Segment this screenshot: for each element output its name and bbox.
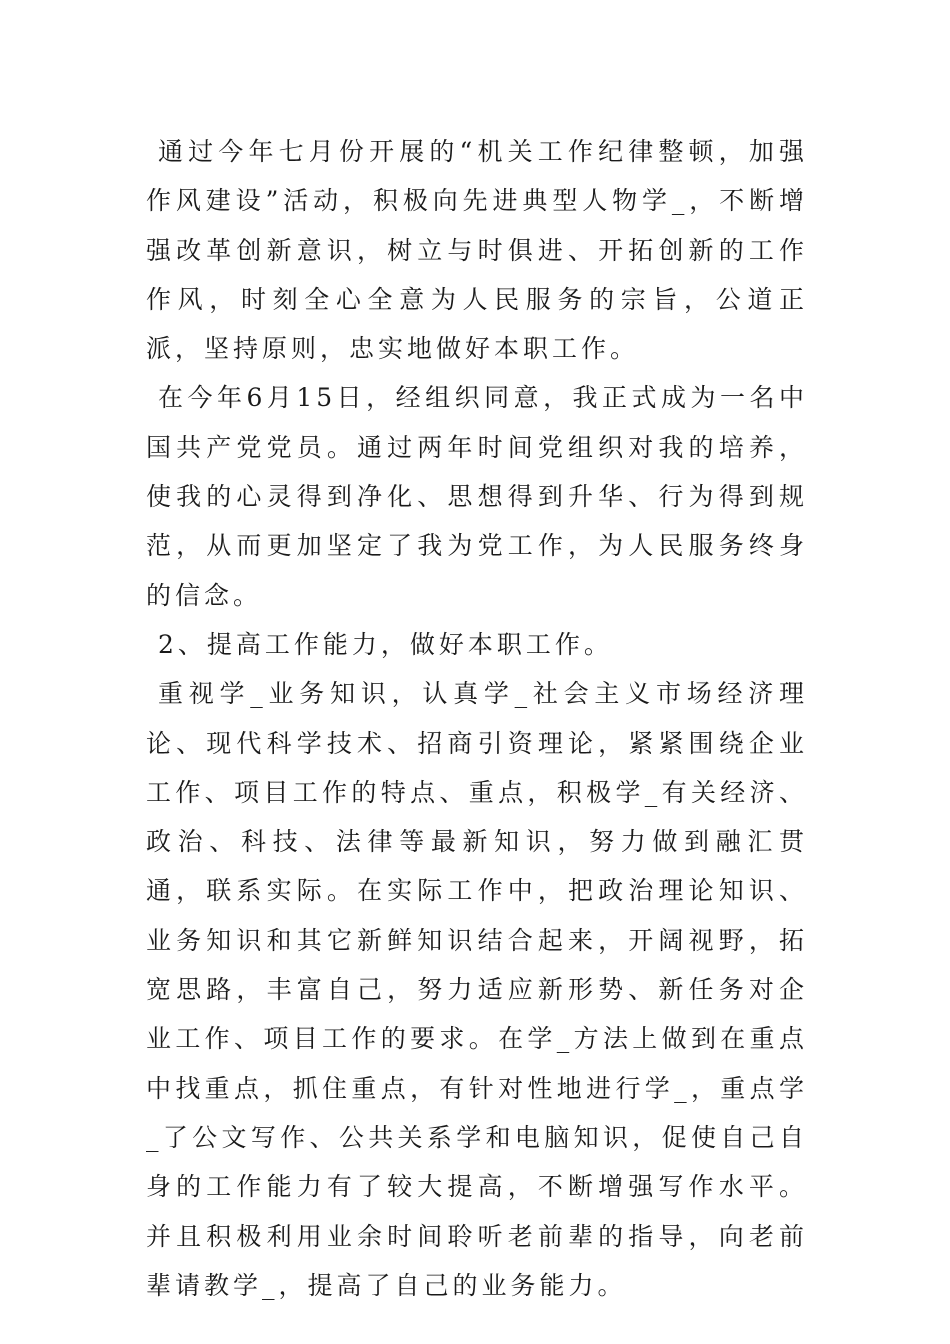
document-body: [146, 127, 808, 1310]
section-heading-work-ability: 2、提高工作能力，做好本职工作。: [158, 629, 613, 659]
paragraph-party-membership: 在今年6月15日，经组织同意，我正式成为一名中国共产党党员。通过两年时间党组织对我的培养，使我的心灵得到净化、思想得到升华、行为得到规范，从而更加坚定了我为党工作，为人民服务终身的信念。: [146, 383, 808, 610]
paragraph-business-study: 重视学_业务知识，认真学_社会主义市场经济理论、现代科学技术、招商引资理论，紧紧围绕企业工作、项目工作的特点、重点，积极学_有关经济、政治、科技、法律等最新知识，努力做到融汇贯通，联系实际。在实际工作中，把政治理论知识、业务知识和其它新鲜知识结合起来，开阔视野，拓宽思路，丰富自己，努力适应新形势、新任务对企业工作、项目工作的要求。在学_方法上做到在重点中找重点，抓住重点，有针对性地进行学_，重点学_了公文写作、公共关系学和电脑知识，促使自己自身的工作能力有了较大提高，不断增强写作水平。并且积极利用业余时间聆听老前辈的指导，向老前辈请教学_，提高了自己的业务能力。: [146, 679, 808, 1300]
paragraph-discipline-rectification: 通过今年七月份开展的“机关工作纪律整顿，加强作风建设”活动，积极向先进典型人物学_，不断增强改革创新意识，树立与时俱进、开拓创新的工作作风，时刻全心全意为人民服务的宗旨，公道正派，坚持原则，忠实地做好本职工作。: [146, 137, 808, 364]
